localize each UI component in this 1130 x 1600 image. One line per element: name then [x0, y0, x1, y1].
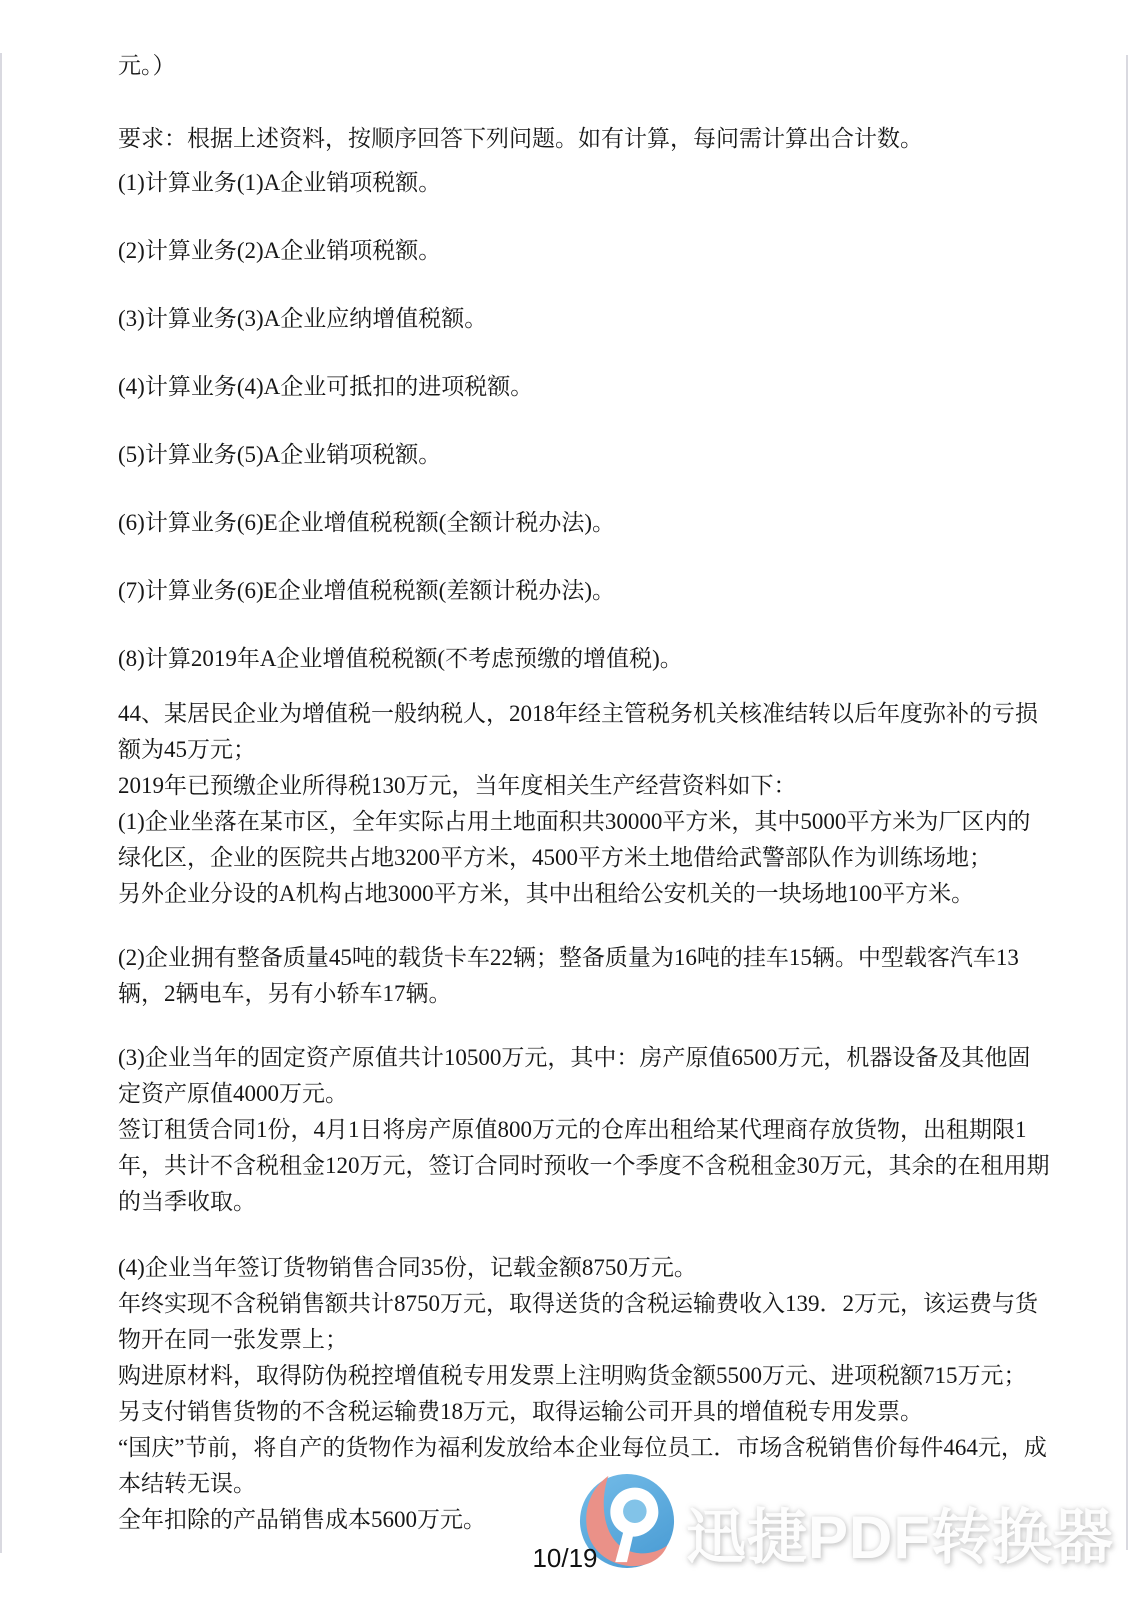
paragraph-part — [118, 940, 1078, 1012]
text-line: 的当季收取。 — [118, 1189, 256, 1214]
paragraph-fragment — [118, 48, 1078, 84]
paragraph-question — [118, 437, 1078, 473]
watermark — [578, 1468, 1130, 1600]
text-line: (1)计算业务(1)A企业销项税额。 — [118, 170, 442, 195]
text-line: (6)计算业务(6)E企业增值税税额(全额计税办法)。 — [118, 510, 616, 535]
text-line: (2)计算业务(2)A企业销项税额。 — [118, 238, 442, 263]
text-line: 另外企业分设的A机构占地3000平方米，其中出租给公安机关的一块场地100平方米。 — [118, 881, 975, 906]
text-line: 年，共计不含税租金120万元，签订合同时预收一个季度不含税租金30万元，其余的在租用期 — [118, 1153, 1050, 1178]
text-line: (8)计算2019年A企业增值税税额(不考虑预缴的增值税)。 — [118, 646, 683, 671]
text-line: (4)企业当年签订货物销售合同35份，记载金额8750万元。 — [118, 1255, 697, 1280]
paragraph-question — [118, 573, 1078, 609]
document-content — [118, 48, 1078, 1538]
text-line: 年终实现不含税销售额共计8750万元，取得送货的含税运输费收入139．2万元，该运费与货 — [118, 1291, 1038, 1316]
text-line: (3)计算业务(3)A企业应纳增值税额。 — [118, 306, 488, 331]
text-line: (5)计算业务(5)A企业销项税额。 — [118, 442, 442, 467]
text-line: 定资产原值4000万元。 — [118, 1081, 348, 1106]
text-line: 另支付销售货物的不含税运输费18万元，取得运输公司开具的增值税专用发票。 — [118, 1399, 923, 1424]
text-line: 2019年已预缴企业所得税130万元，当年度相关生产经营资料如下： — [118, 773, 797, 798]
paragraph-question — [118, 369, 1078, 405]
text-line: 要求：根据上述资料，按顺序回答下列问题。如有计算，每问需计算出合计数。 — [118, 126, 923, 151]
text-line: 绿化区，企业的医院共占地3200平方米，4500平方米土地借给武警部队作为训练场地； — [118, 845, 992, 870]
text-line: (7)计算业务(6)E企业增值税税额(差额计税办法)。 — [118, 578, 616, 603]
page-right-border — [1126, 55, 1128, 1550]
text-line: (2)企业拥有整备质量45吨的载货卡车22辆；整备质量为16吨的挂车15辆。中型载客汽车13 — [118, 945, 1019, 970]
text-line: 购进原材料，取得防伪税控增值税专用发票上注明购货金额5500万元、进项税额715万元； — [118, 1363, 1027, 1388]
paragraph-question — [118, 641, 1078, 677]
paragraph-question — [118, 301, 1078, 337]
text-line: (1)企业坐落在某市区，全年实际占用土地面积共30000平方米，其中5000平方米为厂区内的 — [118, 809, 1031, 834]
text-line: (4)计算业务(4)A企业可抵扣的进项税额。 — [118, 374, 534, 399]
page-number: 10/19 — [532, 1543, 598, 1573]
text-line: 额为45万元； — [118, 737, 256, 762]
text-line: “国庆”节前，将自产的货物作为福利发放给本企业每位员工．市场含税销售价每件464元，成 — [118, 1435, 1047, 1460]
text-line: 本结转无误。 — [118, 1471, 256, 1496]
text-line: 元。） — [118, 53, 176, 78]
watermark-text: 迅捷PDF转换器 — [686, 1504, 1114, 1571]
paragraph-section44 — [118, 696, 1078, 912]
text-line: (3)企业当年的固定资产原值共计10500万元，其中：房产原值6500万元，机器设备及其他固 — [118, 1045, 1031, 1070]
paragraph-question — [118, 233, 1078, 269]
text-line: 全年扣除的产品销售成本5600万元。 — [118, 1507, 486, 1532]
page-left-border — [0, 53, 2, 1553]
paragraph-requirement — [118, 121, 1078, 157]
paragraph-question — [118, 505, 1078, 541]
text-line: 物开在同一张发票上； — [118, 1327, 348, 1352]
text-line: 辆，2辆电车，另有小轿车17辆。 — [118, 981, 452, 1006]
text-line: 44、某居民企业为增值税一般纳税人，2018年经主管税务机关核准结转以后年度弥补的亏损 — [118, 701, 1038, 726]
paragraph-question-first — [118, 165, 1078, 201]
paragraph-part — [118, 1040, 1078, 1220]
text-line: 签订租赁合同1份，4月1日将房产原值800万元的仓库出租给某代理商存放货物，出租期限1 — [118, 1117, 1027, 1142]
